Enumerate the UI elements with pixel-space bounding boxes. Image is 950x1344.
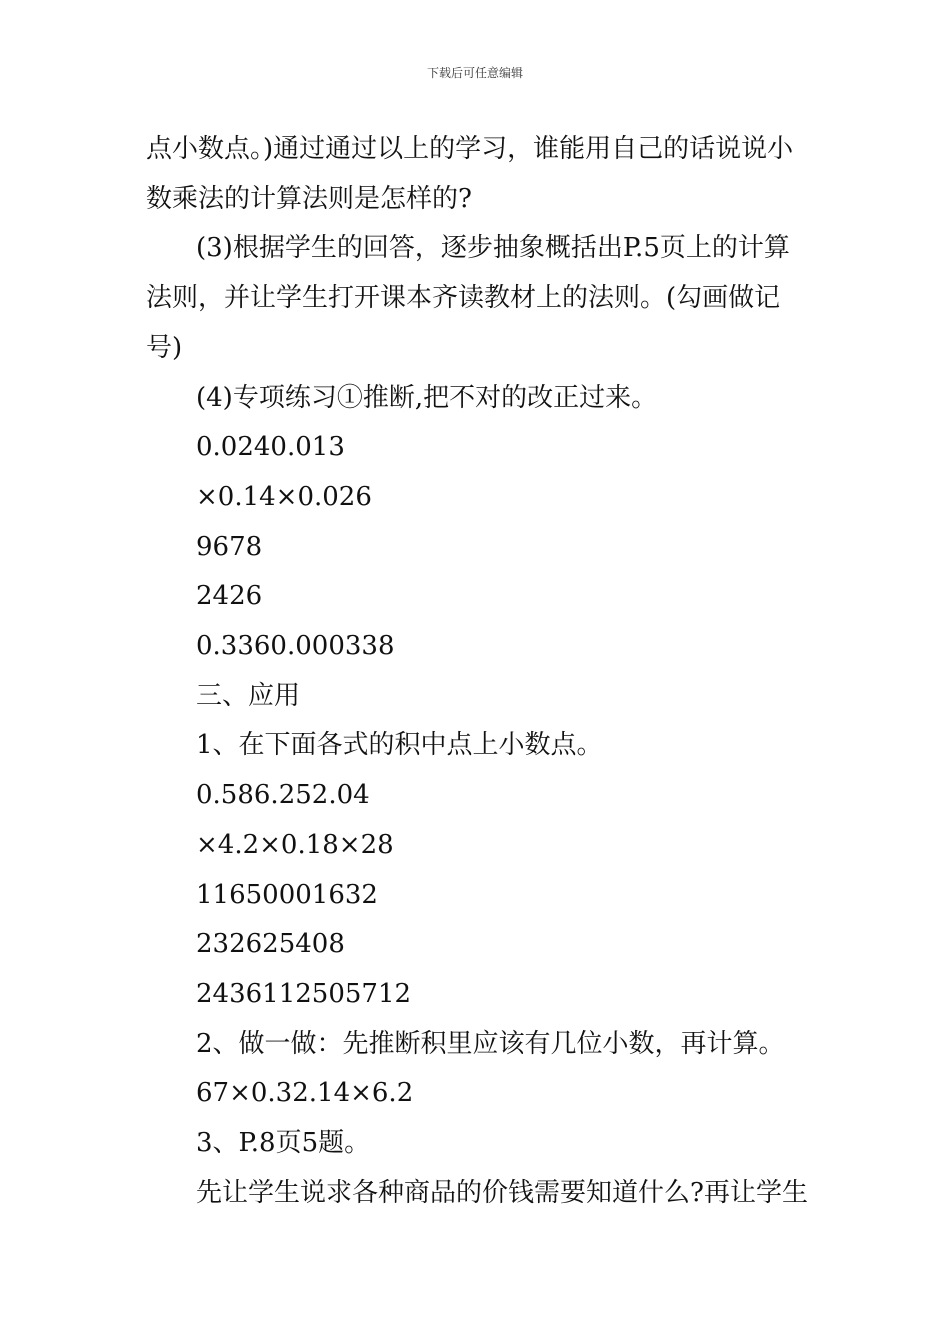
paragraph-line: 1、在下面各式的积中点上小数点。 — [196, 730, 603, 761]
paragraph-line: (3)根据学生的回答，逐步抽象概括出P.5页上的计算 — [196, 233, 790, 264]
math-line: ×0.14×0.026 — [196, 481, 372, 512]
paragraph-line: 先让学生说求各种商品的价钱需要知道什么?再让学生 — [196, 1177, 808, 1208]
paragraph-line: (4)专项练习①推断,把不对的改正过来。 — [196, 382, 658, 413]
math-line: 0.0240.013 — [196, 432, 345, 463]
page-header: 下载后可任意编辑 — [426, 66, 523, 80]
paragraph-line: 2、做一做：先推断积里应该有几位小数，再计算。 — [196, 1028, 785, 1059]
paragraph-line: 号) — [146, 332, 183, 363]
math-line: 67×0.32.14×6.2 — [196, 1078, 414, 1109]
math-line: 232625408 — [196, 929, 345, 960]
math-line: 0.3360.000338 — [196, 631, 395, 662]
math-line: 9678 — [196, 531, 263, 562]
paragraph-line: 数乘法的计算法则是怎样的? — [146, 183, 472, 214]
math-line: 2426 — [196, 581, 263, 612]
math-line: 2436112505712 — [196, 978, 412, 1009]
math-line: 0.586.252.04 — [196, 780, 370, 811]
math-line: ×4.2×0.18×28 — [196, 829, 394, 860]
paragraph-line: 点小数点。)通过通过以上的学习，谁能用自己的话说说小 — [146, 134, 794, 164]
paragraph-line: 法则，并让学生打开课本齐读教材上的法则。(勾画做记 — [146, 283, 781, 314]
math-line: 11650001632 — [196, 879, 378, 910]
paragraph-line: 3、P.8页5题。 — [196, 1128, 371, 1159]
section-heading: 三、应用 — [196, 680, 301, 711]
document-body — [146, 125, 810, 1218]
